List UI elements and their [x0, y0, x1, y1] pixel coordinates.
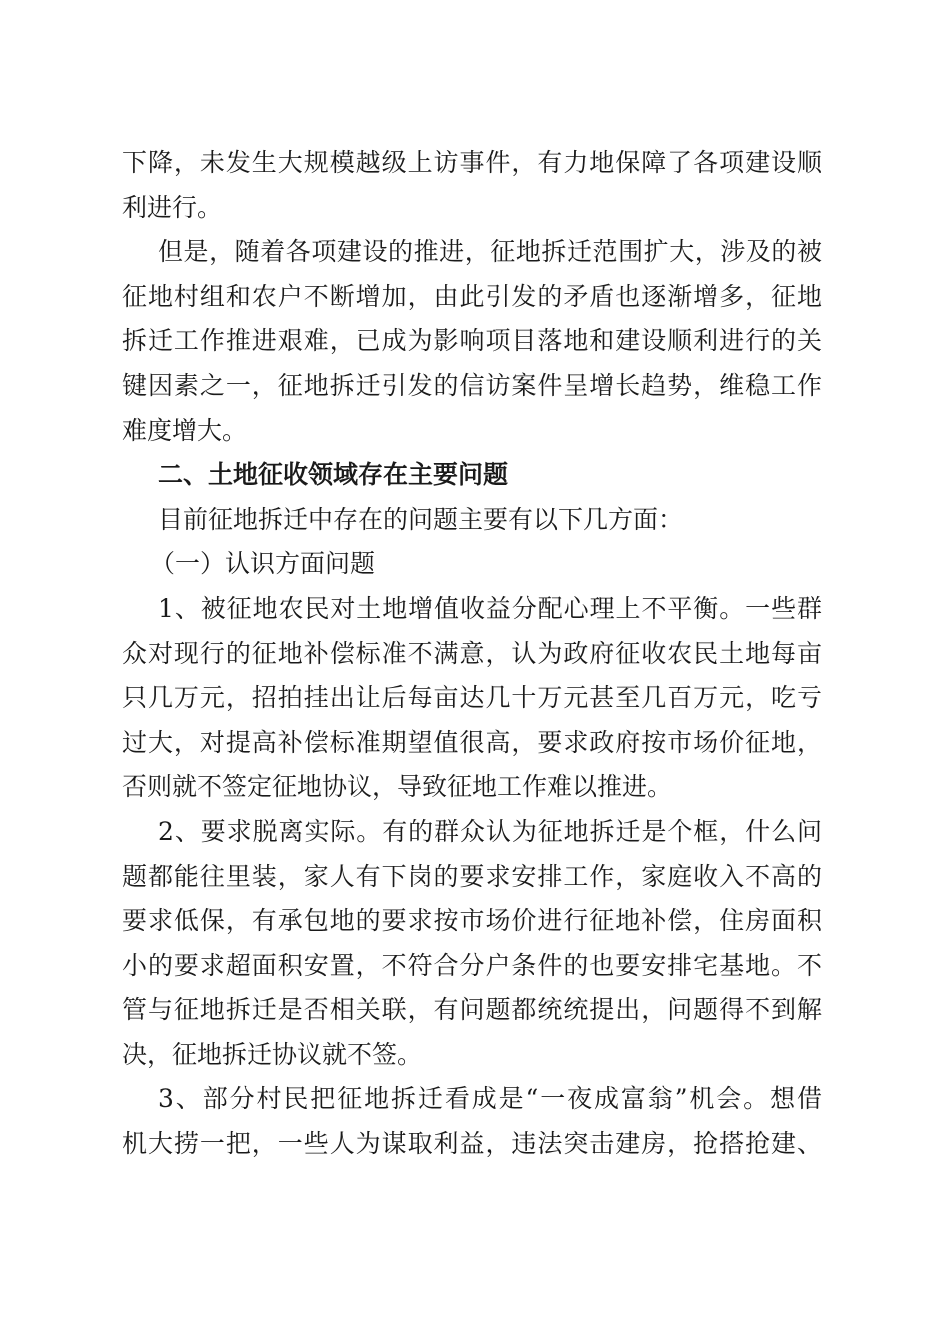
- text-line: 题都能往里装，家人有下岗的要求安排工作，家庭收入不高的: [122, 861, 822, 891]
- text-line: 机大捞一把，一些人为谋取利益，违法突击建房，抢搭抢建、: [122, 1129, 822, 1159]
- paragraph: [122, 141, 822, 230]
- text-line: 管与征地拆迁是否相关联，有问题都统统提出，问题得不到解: [122, 995, 822, 1025]
- text-line: 要求低保，有承包地的要求按市场价进行征地补偿，住房面积: [122, 906, 822, 936]
- paragraph: [122, 1077, 822, 1166]
- text-line: 利进行。: [122, 192, 223, 222]
- intro-text: 目前征地拆迁中存在的问题主要有以下几方面：: [158, 504, 684, 534]
- text-line: 否则就不签定征地协议，导致征地工作难以推进。: [122, 772, 673, 802]
- text-line: 2、要求脱离实际。有的群众认为征地拆迁是个框，什么问: [158, 816, 822, 846]
- text-line: 决，征地拆迁协议就不签。: [122, 1039, 423, 1069]
- document-page: [122, 141, 822, 1167]
- text-line: 只几万元，招拍挂出让后每亩达几十万元甚至几百万元，吃亏: [122, 683, 822, 713]
- text-line: 拆迁工作推进艰难，已成为影响项目落地和建设顺利进行的关: [122, 326, 822, 356]
- section-heading: 二、土地征收领域存在主要问题: [158, 460, 509, 490]
- subsection-heading: （一）认识方面问题: [150, 549, 376, 579]
- text-line: 键因素之一，征地拆迁引发的信访案件呈增长趋势，维稳工作: [122, 370, 822, 400]
- text-line: 征地村组和农户不断增加，由此引发的矛盾也逐渐增多，征地: [122, 281, 822, 311]
- paragraph: [122, 587, 822, 810]
- text-line: 过大，对提高补偿标准期望值很高，要求政府按市场价征地，: [122, 727, 822, 757]
- paragraph: [122, 230, 822, 453]
- text-line: 3、部分村民把征地拆迁看成是“一夜成富翁”机会。想借: [158, 1084, 822, 1114]
- text-line: 但是，随着各项建设的推进，征地拆迁范围扩大，涉及的被: [158, 237, 822, 267]
- paragraph: [122, 810, 822, 1078]
- text-line: 难度增大。: [122, 415, 248, 445]
- text-line: 1、被征地农民对土地增值收益分配心理上不平衡。一些群: [158, 593, 822, 623]
- text-line: 小的要求超面积安置，不符合分户条件的也要安排宅基地。不: [122, 950, 822, 980]
- text-line: 下降，未发生大规模越级上访事件，有力地保障了各项建设顺: [122, 148, 822, 177]
- text-line: 众对现行的征地补偿标准不满意，认为政府征收农民土地每亩: [122, 638, 822, 668]
